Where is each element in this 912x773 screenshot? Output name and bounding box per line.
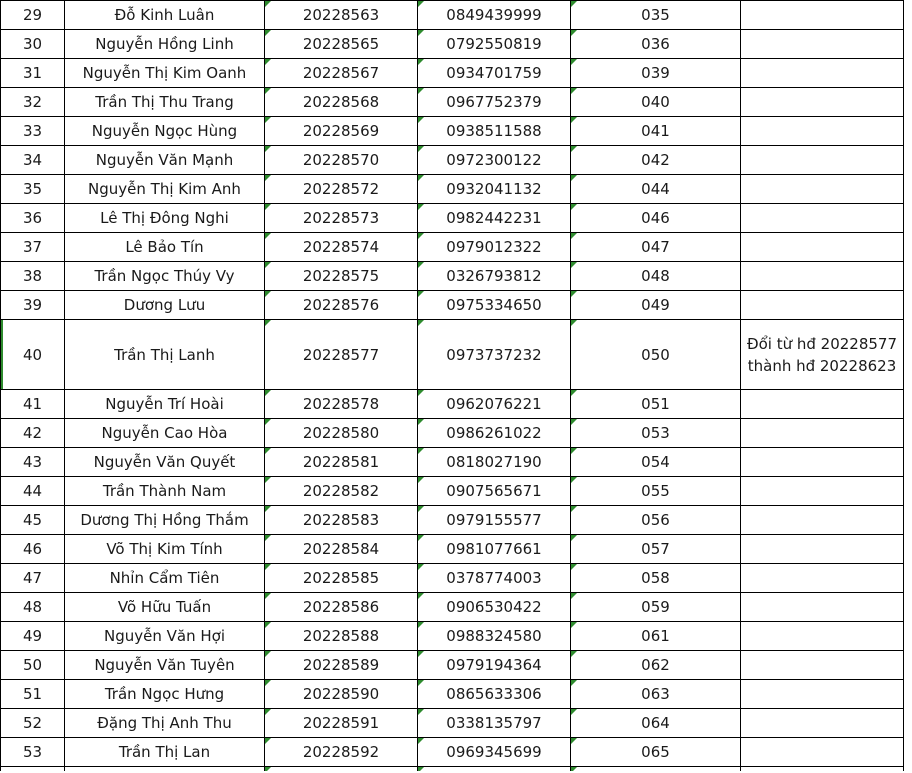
cell-code[interactable]: 20228592 [265,738,418,767]
cell-code[interactable]: 20228581 [265,448,418,477]
cell-stt[interactable]: 30 [1,30,65,59]
cell-note[interactable] [741,233,904,262]
cell-note[interactable] [741,535,904,564]
table-row [1,117,904,146]
table-row [1,651,904,680]
cell-stt[interactable]: 50 [1,651,65,680]
cell-stt[interactable]: 32 [1,88,65,117]
table-row [1,262,904,291]
cell-no[interactable]: 065 [571,738,741,767]
table-row [1,680,904,709]
cell-stt[interactable]: 33 [1,117,65,146]
table-row [1,320,904,390]
cell-name[interactable]: Nhỉn Cẩm Tiên [65,564,265,593]
cell-phone[interactable]: 0969345699 [418,738,571,767]
cell-code[interactable]: 20228568 [265,88,418,117]
cell-name[interactable]: Lê Bảo Tín [65,233,265,262]
cell-no[interactable]: 047 [571,233,741,262]
cell-phone[interactable]: 0979012322 [418,233,571,262]
cell-code[interactable]: 20228563 [265,1,418,30]
cell-note[interactable] [741,506,904,535]
cell-note[interactable] [741,564,904,593]
table-row [1,30,904,59]
table-body [1,1,904,772]
cell-stt[interactable]: 31 [1,59,65,88]
cell-note[interactable] [741,622,904,651]
cell-code[interactable]: 20228573 [265,204,418,233]
table-row [1,291,904,320]
cell-code[interactable]: 20228582 [265,477,418,506]
cell-code[interactable]: 20228565 [265,30,418,59]
table-row [1,448,904,477]
cell-code[interactable]: 20228578 [265,390,418,419]
cell-name[interactable]: Nguyễn Văn Hợi [65,622,265,651]
table-row-partial [1,767,904,772]
table-row [1,59,904,88]
cell-no[interactable]: 058 [571,564,741,593]
cell-note[interactable] [741,146,904,175]
cell-phone[interactable]: 0849439999 [418,1,571,30]
cell-note[interactable]: Đổi từ hđ 20228577 thành hđ 20228623 [741,320,904,390]
cell-no[interactable]: 059 [571,593,741,622]
cell-stt[interactable]: 35 [1,175,65,204]
cell-no[interactable]: 049 [571,291,741,320]
cell-name[interactable]: Đặng Thị Anh Thu [65,709,265,738]
cell-phone[interactable]: 0378774003 [418,564,571,593]
cell-name[interactable]: Đỗ Kinh Luân [65,1,265,30]
cell-code[interactable]: 20228570 [265,146,418,175]
cell-no[interactable]: 051 [571,390,741,419]
cell-note-partial [741,767,904,772]
cell-no[interactable]: 041 [571,117,741,146]
cell-name[interactable]: Trần Ngọc Hưng [65,680,265,709]
cell-name[interactable]: Trần Thị Lanh [65,320,265,390]
cell-stt[interactable]: 43 [1,448,65,477]
cell-code[interactable]: 20228583 [265,506,418,535]
table-row [1,175,904,204]
cell-phone[interactable]: 0907565671 [418,477,571,506]
cell-stt[interactable]: 36 [1,204,65,233]
cell-name[interactable]: Nguyễn Ngọc Hùng [65,117,265,146]
cell-no[interactable]: 061 [571,622,741,651]
cell-code[interactable]: 20228580 [265,419,418,448]
cell-note[interactable] [741,477,904,506]
cell-name[interactable]: Nguyễn Cao Hòa [65,419,265,448]
cell-note[interactable] [741,651,904,680]
cell-code[interactable]: 20228576 [265,291,418,320]
cell-note[interactable] [741,117,904,146]
cell-phone[interactable]: 0962076221 [418,390,571,419]
cell-name[interactable]: Nguyễn Văn Quyết [65,448,265,477]
cell-phone[interactable]: 0986261022 [418,419,571,448]
cell-stt[interactable]: 40 [1,320,65,390]
cell-name-partial [65,767,265,772]
cell-phone[interactable]: 0981077661 [418,535,571,564]
cell-code[interactable]: 20228575 [265,262,418,291]
cell-phone[interactable]: 0818027190 [418,448,571,477]
cell-no[interactable]: 056 [571,506,741,535]
cell-no-partial [571,767,741,772]
cell-name[interactable]: Nguyễn Văn Tuyên [65,651,265,680]
cell-phone[interactable]: 0979194364 [418,651,571,680]
cell-phone[interactable]: 0326793812 [418,262,571,291]
cell-note[interactable] [741,390,904,419]
table-row [1,622,904,651]
cell-no[interactable]: 062 [571,651,741,680]
cell-phone[interactable]: 0906530422 [418,593,571,622]
cell-stt[interactable]: 37 [1,233,65,262]
cell-no[interactable]: 044 [571,175,741,204]
cell-phone[interactable]: 0972300122 [418,146,571,175]
cell-code[interactable]: 20228577 [265,320,418,390]
cell-stt[interactable]: 51 [1,680,65,709]
cell-stt[interactable]: 48 [1,593,65,622]
table-row [1,477,904,506]
cell-phone[interactable]: 0988324580 [418,622,571,651]
cell-code[interactable]: 20228569 [265,117,418,146]
cell-no[interactable]: 042 [571,146,741,175]
cell-stt[interactable]: 41 [1,390,65,419]
cell-stt[interactable]: 49 [1,622,65,651]
table-row [1,419,904,448]
cell-phone[interactable]: 0865633306 [418,680,571,709]
cell-name[interactable]: Nguyễn Thị Kim Anh [65,175,265,204]
table-row [1,506,904,535]
cell-note[interactable] [741,59,904,88]
cell-stt[interactable]: 39 [1,291,65,320]
cell-code[interactable]: 20228591 [265,709,418,738]
cell-name[interactable]: Dương Lưu [65,291,265,320]
cell-no[interactable]: 057 [571,535,741,564]
cell-code[interactable]: 20228584 [265,535,418,564]
cell-no[interactable]: 055 [571,477,741,506]
cell-note[interactable] [741,88,904,117]
cell-phone[interactable]: 0934701759 [418,59,571,88]
cell-name[interactable]: Nguyễn Trí Hoài [65,390,265,419]
cell-stt[interactable]: 44 [1,477,65,506]
cell-code[interactable]: 20228585 [265,564,418,593]
cell-no[interactable]: 046 [571,204,741,233]
cell-phone[interactable]: 0338135797 [418,709,571,738]
cell-no[interactable]: 063 [571,680,741,709]
cell-name[interactable]: Trần Thị Lan [65,738,265,767]
table-row [1,146,904,175]
table-row [1,564,904,593]
cell-no[interactable]: 048 [571,262,741,291]
cell-no[interactable]: 040 [571,88,741,117]
cell-name[interactable]: Trần Ngọc Thúy Vy [65,262,265,291]
cell-stt[interactable]: 52 [1,709,65,738]
cell-note[interactable] [741,593,904,622]
cell-name[interactable]: Võ Thị Kim Tính [65,535,265,564]
cell-note[interactable] [741,204,904,233]
cell-name[interactable]: Trần Thị Thu Trang [65,88,265,117]
cell-name[interactable]: Dương Thị Hồng Thắm [65,506,265,535]
cell-phone[interactable]: 0982442231 [418,204,571,233]
cell-stt[interactable]: 53 [1,738,65,767]
cell-no[interactable]: 054 [571,448,741,477]
cell-code[interactable]: 20228590 [265,680,418,709]
table-row [1,88,904,117]
table-row [1,535,904,564]
cell-code[interactable]: 20228567 [265,59,418,88]
cell-name[interactable]: Võ Hữu Tuấn [65,593,265,622]
cell-phone[interactable]: 0975334650 [418,291,571,320]
cell-phone[interactable]: 0979155577 [418,506,571,535]
table-row [1,738,904,767]
cell-name[interactable]: Nguyễn Hồng Linh [65,30,265,59]
cell-note[interactable] [741,448,904,477]
cell-no[interactable]: 036 [571,30,741,59]
cell-phone[interactable]: 0967752379 [418,88,571,117]
table-row [1,593,904,622]
cell-stt-partial [1,767,65,772]
table-row [1,390,904,419]
cell-name[interactable]: Trần Thành Nam [65,477,265,506]
cell-stt[interactable]: 47 [1,564,65,593]
cell-note[interactable] [741,680,904,709]
cell-phone[interactable]: 0973737232 [418,320,571,390]
cell-no[interactable]: 050 [571,320,741,390]
cell-note[interactable] [741,175,904,204]
table-row [1,709,904,738]
cell-no[interactable]: 035 [571,1,741,30]
cell-note[interactable] [741,30,904,59]
cell-stt[interactable]: 42 [1,419,65,448]
cell-code-partial [265,767,418,772]
cell-code[interactable]: 20228574 [265,233,418,262]
cell-stt[interactable]: 45 [1,506,65,535]
cell-stt[interactable]: 34 [1,146,65,175]
table-row [1,1,904,30]
table-row [1,233,904,262]
cell-phone[interactable]: 0792550819 [418,30,571,59]
cell-stt[interactable]: 46 [1,535,65,564]
cell-note[interactable] [741,291,904,320]
cell-code[interactable]: 20228588 [265,622,418,651]
cell-phone-partial [418,767,571,772]
cell-note[interactable] [741,419,904,448]
cell-code[interactable]: 20228572 [265,175,418,204]
cell-phone[interactable]: 0932041132 [418,175,571,204]
cell-note[interactable] [741,738,904,767]
cell-phone[interactable]: 0938511588 [418,117,571,146]
cell-name[interactable]: Lê Thị Đông Nghi [65,204,265,233]
cell-stt[interactable]: 38 [1,262,65,291]
cell-note[interactable] [741,709,904,738]
cell-code[interactable]: 20228589 [265,651,418,680]
table-row [1,204,904,233]
cell-note[interactable] [741,262,904,291]
cell-name[interactable]: Nguyễn Văn Mạnh [65,146,265,175]
cell-no[interactable]: 064 [571,709,741,738]
cell-note[interactable] [741,1,904,30]
cell-name[interactable]: Nguyễn Thị Kim Oanh [65,59,265,88]
cell-no[interactable]: 039 [571,59,741,88]
cell-code[interactable]: 20228586 [265,593,418,622]
cell-stt[interactable]: 29 [1,1,65,30]
cell-no[interactable]: 053 [571,419,741,448]
